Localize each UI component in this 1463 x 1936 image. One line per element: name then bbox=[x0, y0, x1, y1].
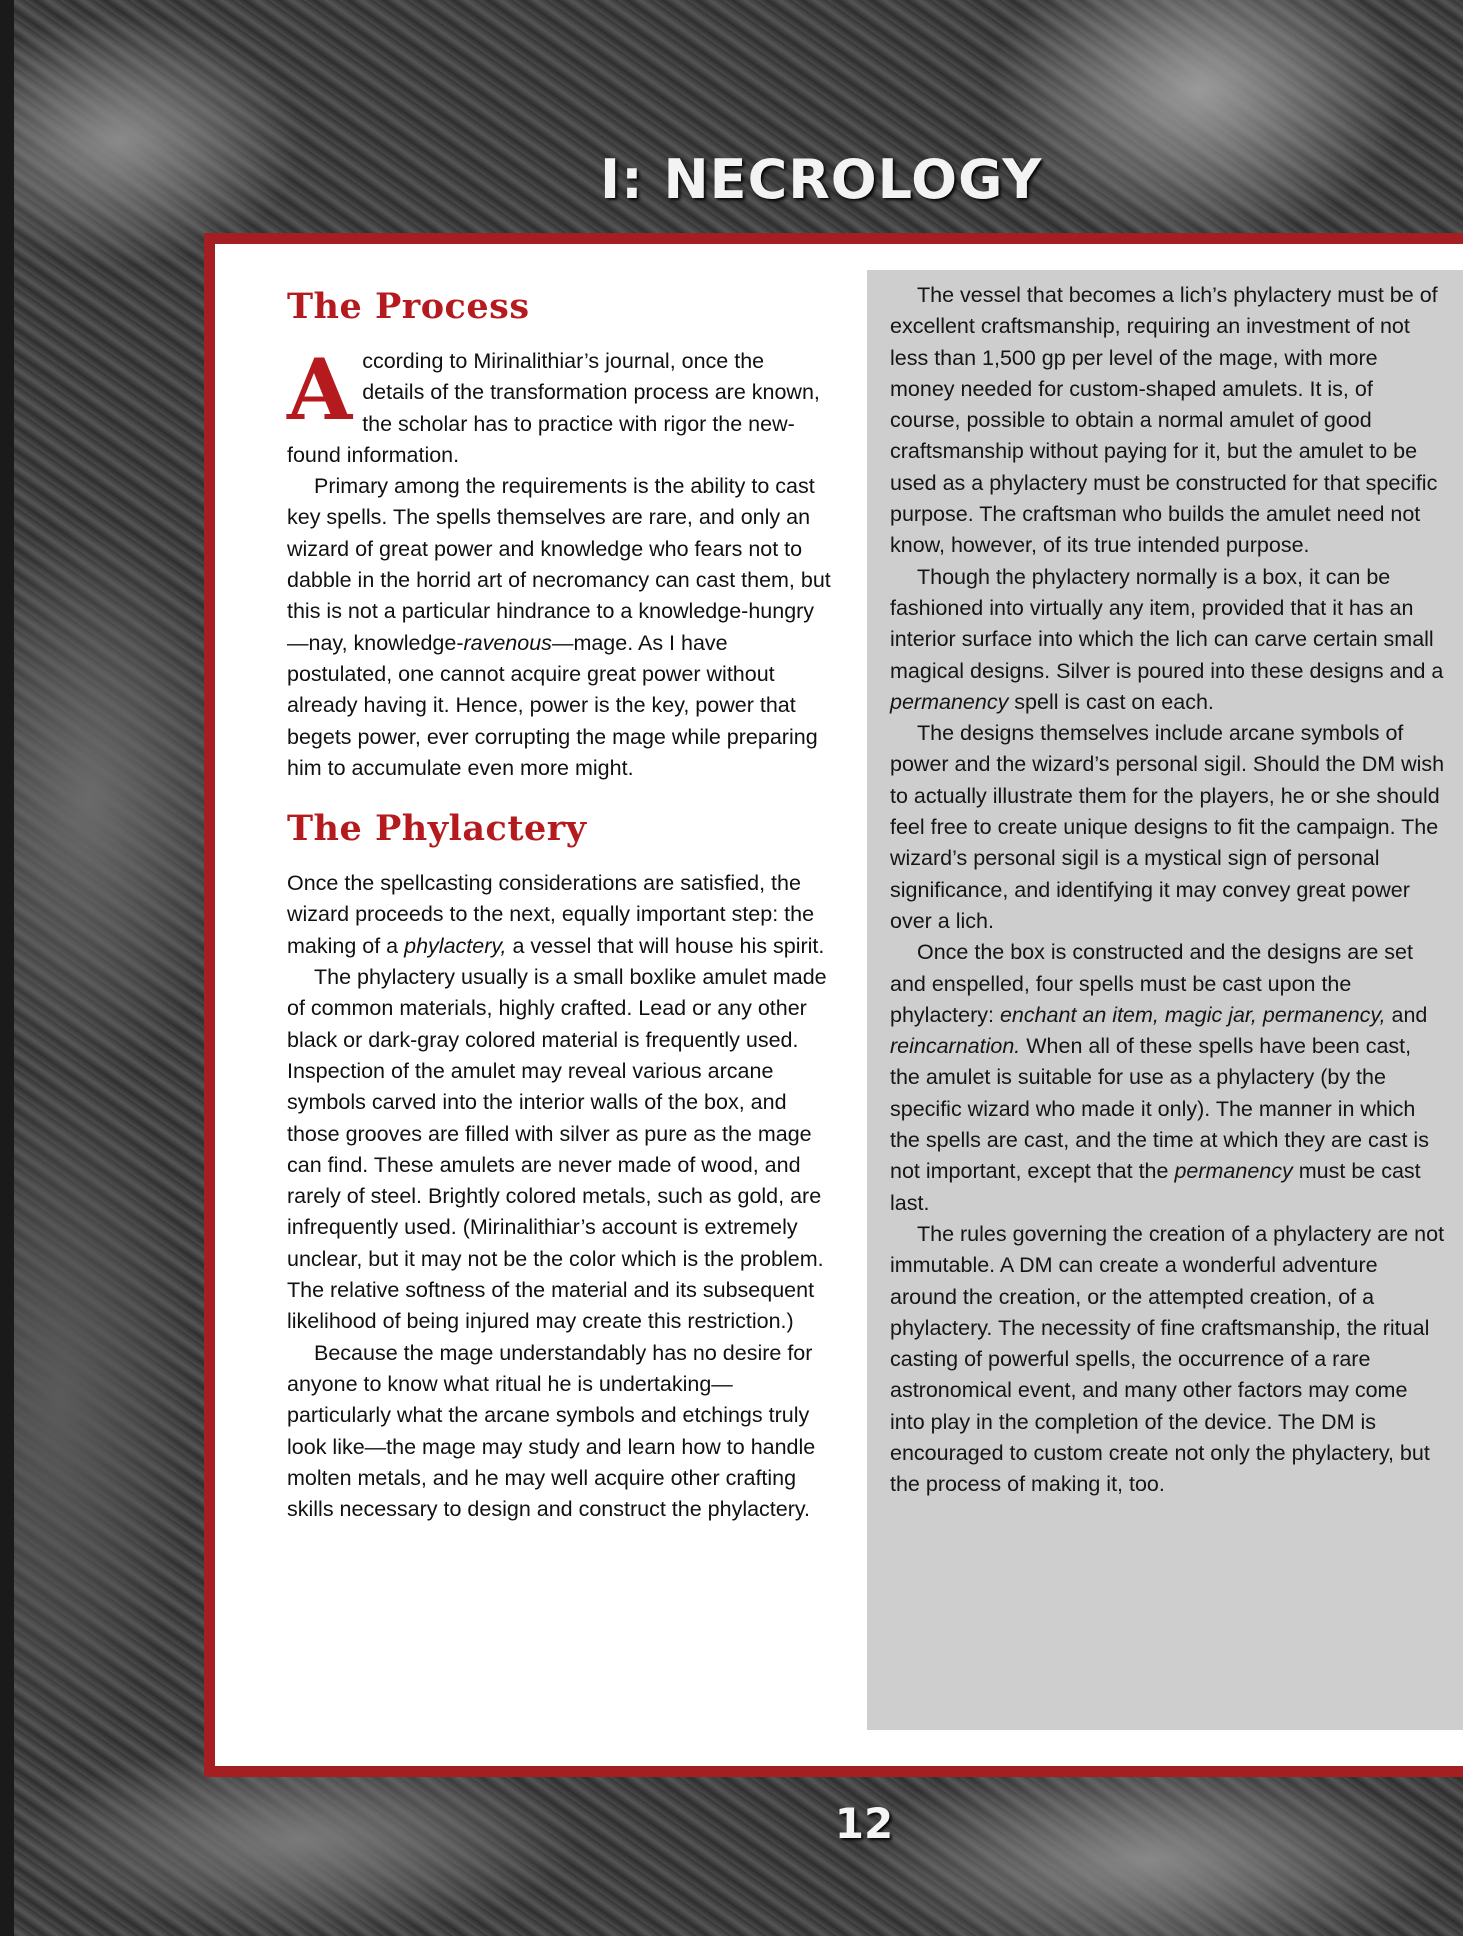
chapter-title: I: NECROLOGY bbox=[600, 148, 1043, 211]
process-paragraph-1 bbox=[287, 340, 832, 471]
sidebar-p4-emphasis-1: enchant an item, magic jar, permanency, bbox=[999, 1002, 1386, 1027]
phylactery-paragraph-3: Because the mage understandably has no desire for anyone to know what ritual he is undertaking—particularly what the arcane symbols and etchings truly look like—the mage may study and learn how to handle molten metals, and he may well acquire other crafting skills necessary to design and construct the phylactery. bbox=[287, 1340, 816, 1522]
sidebar-column bbox=[867, 270, 1463, 1730]
sidebar-p4-text-b: When all of these spells have been cast, the amulet is suitable for use as a phylactery (by the specific wizard who made it only). The manner in which the spells are cast, and the time at which they are cast is not important, except that the bbox=[890, 1034, 1429, 1184]
phylactery-paragraph-1 bbox=[287, 868, 832, 962]
drop-cap: A bbox=[287, 340, 353, 439]
process-p2-emphasis: ravenous bbox=[463, 630, 552, 655]
content-panel bbox=[215, 244, 1463, 1766]
sidebar-p4-text-a: Once the box is constructed and the designs are set and enspelled, four spells must be cast upon the phylactery: bbox=[890, 940, 1413, 1027]
sidebar-text bbox=[890, 280, 1445, 1501]
process-paragraph-2 bbox=[287, 471, 832, 784]
sidebar-p2-emphasis: permanency bbox=[890, 689, 1009, 714]
sidebar-p2-text-b: spell is cast on each. bbox=[1008, 689, 1214, 714]
page-number: 12 bbox=[834, 1799, 894, 1848]
sidebar-paragraph-1: The vessel that becomes a lich’s phylactery must be of excellent craftsmanship, requiring an investment of not less than 1,500 gp per level of the mage, with more money needed for custom-shaped amulets. It is, of course, possible to obtain a normal amulet of good craftsmanship without paying for it, but the amulet to be used as a phylactery must be constructed for that specific purpose. The craftsman who builds the amulet need not know, however, of its true intended purpose. bbox=[890, 283, 1438, 558]
sidebar-paragraph-5: The rules governing the creation of a phylactery are not immutable. A DM can create a wonderful adventure around the creation, or the attempted creation, of a phylactery. The necessity of fine craftsmanship, the ritual casting of powerful spells, the occurrence of a rare astronomical event, and many other factors may come into play in the completion of the device. The DM is encouraged to custom create not only the phylactery, but the process of making it, too. bbox=[890, 1221, 1445, 1497]
sidebar-p4-text-mid: and bbox=[1385, 1002, 1428, 1027]
process-p2-text-b: —mage. As I have postulated, one cannot acquire great power without already having it. Hence, power is the key, power that begets power, ever corrupting the mage while preparing him to accumulate even more might. bbox=[287, 630, 818, 780]
phylactery-paragraph-2: The phylactery usually is a small boxlike amulet made of common materials, highly crafted. Lead or any other black or dark-gray colored material is frequently used. Inspection of the amulet may reveal various arcane symbols carved into the interior walls of the box, and those grooves are filled with silver as pure as the mage can find. These amulets are never made of wood, and rarely of steel. Brightly colored metals, such as gold, are infrequently used. (Mirinalithiar’s account is extremely unclear, but it may not be the color which is the problem. The relative softness of the material and its subsequent likelihood of being injured may create this restriction.) bbox=[287, 965, 827, 1334]
sidebar-paragraph-2 bbox=[890, 562, 1445, 718]
sidebar-p4-emphasis-2: reincarnation. bbox=[890, 1034, 1021, 1059]
process-p2-text-a: Primary among the requirements is the ability to cast key spells. The spells themselves are rare, and only an wizard of great power and knowledge who fears not to dabble in the horrid art of necromancy can cast them, but this is not a particular hindrance to a knowledge-hungry—nay, knowledge- bbox=[287, 474, 831, 655]
phyl-p1-emphasis: phylactery, bbox=[404, 933, 507, 958]
sidebar-paragraph-3: The designs themselves include arcane symbols of power and the wizard’s personal sigil. Should the DM wish to actually illustrate them for the players, he or she should feel free to create unique designs to fit the campaign. The wizard’s personal sigil is a mystical sign of personal significance, and identifying it may convey great power over a lich. bbox=[890, 721, 1445, 933]
left-column bbox=[287, 284, 832, 1525]
process-heading: The Process bbox=[287, 286, 530, 327]
phyl-p1-text-b: a vessel that will house his spirit. bbox=[506, 933, 825, 958]
sidebar-p2-text-a: Though the phylactery normally is a box, it can be fashioned into virtually any item, provided that it has an interior surface into which the lich can carve certain small magical designs. Silver is poured into these designs and a bbox=[890, 564, 1444, 683]
sidebar-paragraph-4 bbox=[890, 937, 1445, 1219]
phyl-p1-text-a: Once the spellcasting considerations are satisfied, the wizard proceeds to the next, equally important step: the making of a bbox=[287, 871, 815, 958]
sidebar-p4-emphasis-3: permanency bbox=[1174, 1159, 1293, 1184]
phylactery-heading: The Phylactery bbox=[287, 808, 587, 850]
page-edge-strip bbox=[0, 0, 14, 1936]
process-paragraph-1-text: ccording to Mirinalithiar’s journal, once the details of the transformation process are known, the scholar has to practice with rigor the new-found information. bbox=[287, 349, 820, 467]
sidebar-p4-text-c: must be cast last. bbox=[890, 1159, 1421, 1215]
